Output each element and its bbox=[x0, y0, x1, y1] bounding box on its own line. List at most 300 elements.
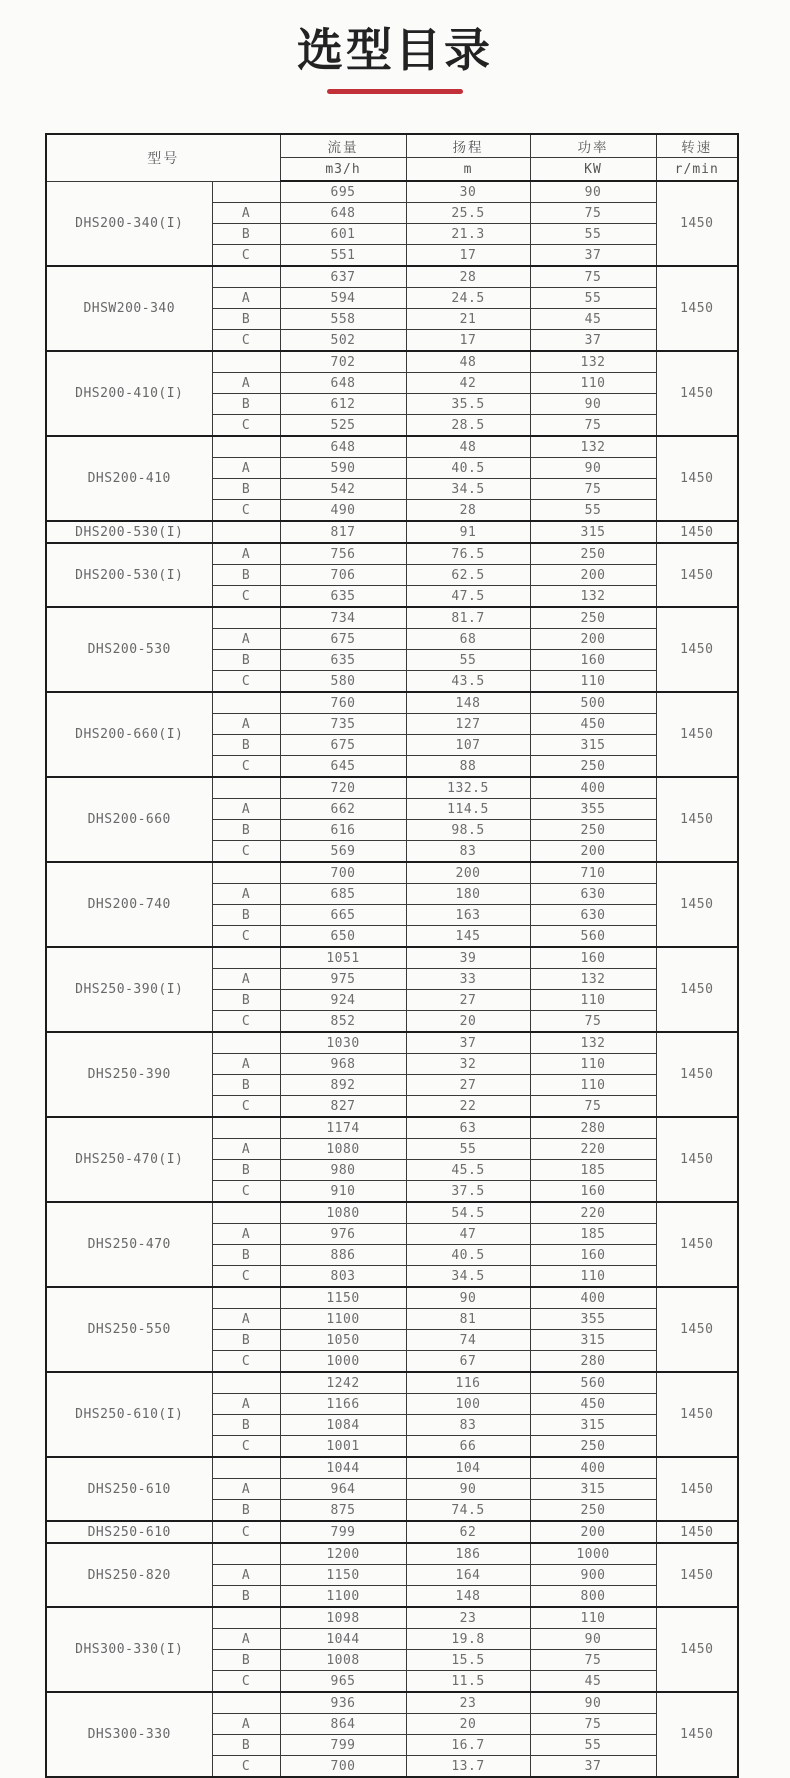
model-cell: DHS250-610 bbox=[46, 1521, 212, 1543]
power-value-cell: 200 bbox=[530, 565, 656, 586]
power-value-cell: 90 bbox=[530, 1629, 656, 1650]
variant-cell bbox=[212, 351, 280, 373]
model-cell: DHS250-550 bbox=[46, 1287, 212, 1372]
variant-cell: C bbox=[212, 1351, 280, 1373]
variant-cell: C bbox=[212, 756, 280, 778]
power-value-cell: 200 bbox=[530, 629, 656, 650]
flow-value-cell: 965 bbox=[280, 1671, 406, 1693]
variant-cell: C bbox=[212, 671, 280, 693]
variant-cell: C bbox=[212, 1521, 280, 1543]
flow-value-cell: 542 bbox=[280, 479, 406, 500]
variant-cell: A bbox=[212, 1394, 280, 1415]
head-value-cell: 48 bbox=[406, 351, 530, 373]
head-value-cell: 62 bbox=[406, 1521, 530, 1543]
flow-value-cell: 648 bbox=[280, 436, 406, 458]
power-value-cell: 800 bbox=[530, 1586, 656, 1608]
head-value-cell: 35.5 bbox=[406, 394, 530, 415]
variant-cell: B bbox=[212, 650, 280, 671]
table-row bbox=[46, 436, 738, 458]
power-value-cell: 400 bbox=[530, 1287, 656, 1309]
variant-cell bbox=[212, 1457, 280, 1479]
speed-cell: 1450 bbox=[656, 1032, 738, 1117]
table-row bbox=[46, 1607, 738, 1629]
head-value-cell: 16.7 bbox=[406, 1735, 530, 1756]
table-row bbox=[46, 1457, 738, 1479]
head-value-cell: 30 bbox=[406, 181, 530, 203]
flow-value-cell: 1000 bbox=[280, 1351, 406, 1373]
power-value-cell: 315 bbox=[530, 521, 656, 543]
power-value-cell: 90 bbox=[530, 458, 656, 479]
model-cell: DHS250-390 bbox=[46, 1032, 212, 1117]
power-value-cell: 75 bbox=[530, 1714, 656, 1735]
variant-cell bbox=[212, 1117, 280, 1139]
variant-cell: C bbox=[212, 586, 280, 608]
title-block bbox=[0, 0, 790, 94]
flow-value-cell: 700 bbox=[280, 1756, 406, 1778]
model-cell: DHS300-330 bbox=[46, 1692, 212, 1777]
speed-cell: 1450 bbox=[656, 862, 738, 947]
variant-cell: C bbox=[212, 245, 280, 267]
col-flow-unit: m3/h bbox=[280, 158, 406, 182]
power-value-cell: 220 bbox=[530, 1202, 656, 1224]
head-value-cell: 33 bbox=[406, 969, 530, 990]
head-value-cell: 90 bbox=[406, 1287, 530, 1309]
head-value-cell: 43.5 bbox=[406, 671, 530, 693]
speed-cell: 1450 bbox=[656, 1521, 738, 1543]
variant-cell: B bbox=[212, 1500, 280, 1522]
flow-value-cell: 635 bbox=[280, 650, 406, 671]
head-value-cell: 83 bbox=[406, 1415, 530, 1436]
power-value-cell: 185 bbox=[530, 1160, 656, 1181]
speed-cell: 1450 bbox=[656, 266, 738, 351]
speed-cell: 1450 bbox=[656, 1287, 738, 1372]
flow-value-cell: 1150 bbox=[280, 1565, 406, 1586]
flow-value-cell: 695 bbox=[280, 181, 406, 203]
selection-catalog-table bbox=[45, 133, 739, 1778]
variant-cell: A bbox=[212, 714, 280, 735]
power-value-cell: 110 bbox=[530, 1266, 656, 1288]
flow-value-cell: 756 bbox=[280, 543, 406, 565]
power-value-cell: 132 bbox=[530, 351, 656, 373]
power-value-cell: 90 bbox=[530, 394, 656, 415]
power-value-cell: 110 bbox=[530, 671, 656, 693]
table-row bbox=[46, 862, 738, 884]
head-value-cell: 63 bbox=[406, 1117, 530, 1139]
variant-cell bbox=[212, 1543, 280, 1565]
power-value-cell: 75 bbox=[530, 1096, 656, 1118]
model-cell: DHS250-820 bbox=[46, 1543, 212, 1607]
power-value-cell: 315 bbox=[530, 1479, 656, 1500]
speed-cell: 1450 bbox=[656, 1117, 738, 1202]
variant-cell: B bbox=[212, 735, 280, 756]
catalog-table-container bbox=[45, 133, 739, 1778]
variant-cell: B bbox=[212, 565, 280, 586]
power-value-cell: 45 bbox=[530, 309, 656, 330]
variant-cell: B bbox=[212, 1075, 280, 1096]
table-row bbox=[46, 1692, 738, 1714]
head-value-cell: 37 bbox=[406, 1032, 530, 1054]
head-value-cell: 25.5 bbox=[406, 203, 530, 224]
speed-cell: 1450 bbox=[656, 692, 738, 777]
head-value-cell: 13.7 bbox=[406, 1756, 530, 1778]
variant-cell: A bbox=[212, 1629, 280, 1650]
flow-value-cell: 720 bbox=[280, 777, 406, 799]
head-value-cell: 55 bbox=[406, 650, 530, 671]
table-row bbox=[46, 1032, 738, 1054]
head-value-cell: 100 bbox=[406, 1394, 530, 1415]
table-row bbox=[46, 947, 738, 969]
power-value-cell: 250 bbox=[530, 820, 656, 841]
speed-cell: 1450 bbox=[656, 351, 738, 436]
variant-cell: A bbox=[212, 799, 280, 820]
flow-value-cell: 976 bbox=[280, 1224, 406, 1245]
head-value-cell: 47.5 bbox=[406, 586, 530, 608]
flow-value-cell: 852 bbox=[280, 1011, 406, 1033]
power-value-cell: 250 bbox=[530, 607, 656, 629]
head-value-cell: 104 bbox=[406, 1457, 530, 1479]
model-cell: DHS200-660 bbox=[46, 777, 212, 862]
power-value-cell: 37 bbox=[530, 245, 656, 267]
head-value-cell: 55 bbox=[406, 1139, 530, 1160]
model-cell: DHS300-330(I) bbox=[46, 1607, 212, 1692]
power-value-cell: 250 bbox=[530, 756, 656, 778]
head-value-cell: 116 bbox=[406, 1372, 530, 1394]
power-value-cell: 75 bbox=[530, 266, 656, 288]
head-value-cell: 28 bbox=[406, 500, 530, 522]
power-value-cell: 132 bbox=[530, 436, 656, 458]
flow-value-cell: 1174 bbox=[280, 1117, 406, 1139]
flow-value-cell: 1150 bbox=[280, 1287, 406, 1309]
power-value-cell: 75 bbox=[530, 1650, 656, 1671]
variant-cell: C bbox=[212, 1436, 280, 1458]
head-value-cell: 107 bbox=[406, 735, 530, 756]
table-row bbox=[46, 1543, 738, 1565]
power-value-cell: 37 bbox=[530, 330, 656, 352]
model-cell: DHS200-530 bbox=[46, 607, 212, 692]
table-row bbox=[46, 521, 738, 543]
flow-value-cell: 827 bbox=[280, 1096, 406, 1118]
head-value-cell: 76.5 bbox=[406, 543, 530, 565]
variant-cell: B bbox=[212, 1586, 280, 1608]
head-value-cell: 114.5 bbox=[406, 799, 530, 820]
power-value-cell: 500 bbox=[530, 692, 656, 714]
speed-cell: 1450 bbox=[656, 1543, 738, 1607]
head-value-cell: 19.8 bbox=[406, 1629, 530, 1650]
model-cell: DHS250-470(I) bbox=[46, 1117, 212, 1202]
head-value-cell: 21.3 bbox=[406, 224, 530, 245]
variant-cell: B bbox=[212, 1160, 280, 1181]
model-cell: DHS250-470 bbox=[46, 1202, 212, 1287]
variant-cell bbox=[212, 607, 280, 629]
flow-value-cell: 590 bbox=[280, 458, 406, 479]
power-value-cell: 560 bbox=[530, 926, 656, 948]
speed-cell: 1450 bbox=[656, 543, 738, 607]
col-speed-unit: r/min bbox=[656, 158, 738, 182]
variant-cell: A bbox=[212, 543, 280, 565]
flow-value-cell: 1044 bbox=[280, 1629, 406, 1650]
variant-cell: C bbox=[212, 1266, 280, 1288]
head-value-cell: 45.5 bbox=[406, 1160, 530, 1181]
flow-value-cell: 1008 bbox=[280, 1650, 406, 1671]
power-value-cell: 132 bbox=[530, 1032, 656, 1054]
variant-cell: A bbox=[212, 288, 280, 309]
flow-value-cell: 975 bbox=[280, 969, 406, 990]
flow-value-cell: 685 bbox=[280, 884, 406, 905]
variant-cell: C bbox=[212, 1756, 280, 1778]
power-value-cell: 75 bbox=[530, 203, 656, 224]
speed-cell: 1450 bbox=[656, 777, 738, 862]
flow-value-cell: 706 bbox=[280, 565, 406, 586]
head-value-cell: 83 bbox=[406, 841, 530, 863]
head-value-cell: 20 bbox=[406, 1714, 530, 1735]
power-value-cell: 355 bbox=[530, 1309, 656, 1330]
head-value-cell: 132.5 bbox=[406, 777, 530, 799]
variant-cell: A bbox=[212, 629, 280, 650]
head-value-cell: 20 bbox=[406, 1011, 530, 1033]
power-value-cell: 315 bbox=[530, 1415, 656, 1436]
model-cell: DHS250-610 bbox=[46, 1457, 212, 1521]
flow-value-cell: 675 bbox=[280, 629, 406, 650]
flow-value-cell: 799 bbox=[280, 1521, 406, 1543]
power-value-cell: 250 bbox=[530, 543, 656, 565]
variant-cell: B bbox=[212, 820, 280, 841]
model-cell: DHS250-610(I) bbox=[46, 1372, 212, 1457]
col-power-unit: KW bbox=[530, 158, 656, 182]
variant-cell: C bbox=[212, 1011, 280, 1033]
head-value-cell: 28 bbox=[406, 266, 530, 288]
variant-cell: B bbox=[212, 1245, 280, 1266]
variant-cell: A bbox=[212, 203, 280, 224]
variant-cell bbox=[212, 1607, 280, 1629]
speed-cell: 1450 bbox=[656, 1607, 738, 1692]
flow-value-cell: 1080 bbox=[280, 1202, 406, 1224]
flow-value-cell: 675 bbox=[280, 735, 406, 756]
head-value-cell: 22 bbox=[406, 1096, 530, 1118]
power-value-cell: 110 bbox=[530, 1075, 656, 1096]
flow-value-cell: 803 bbox=[280, 1266, 406, 1288]
head-value-cell: 34.5 bbox=[406, 1266, 530, 1288]
table-row bbox=[46, 1287, 738, 1309]
flow-value-cell: 936 bbox=[280, 1692, 406, 1714]
flow-value-cell: 558 bbox=[280, 309, 406, 330]
variant-cell: B bbox=[212, 479, 280, 500]
model-cell: DHS250-390(I) bbox=[46, 947, 212, 1032]
flow-value-cell: 648 bbox=[280, 203, 406, 224]
power-value-cell: 110 bbox=[530, 1054, 656, 1075]
power-value-cell: 450 bbox=[530, 714, 656, 735]
variant-cell: A bbox=[212, 1054, 280, 1075]
col-flow: 流量 bbox=[280, 134, 406, 158]
variant-cell: B bbox=[212, 905, 280, 926]
table-row bbox=[46, 1372, 738, 1394]
col-model: 型号 bbox=[46, 134, 280, 181]
head-value-cell: 90 bbox=[406, 1479, 530, 1500]
variant-cell: B bbox=[212, 224, 280, 245]
head-value-cell: 47 bbox=[406, 1224, 530, 1245]
header-row-titles bbox=[46, 134, 738, 158]
head-value-cell: 27 bbox=[406, 1075, 530, 1096]
flow-value-cell: 612 bbox=[280, 394, 406, 415]
flow-value-cell: 616 bbox=[280, 820, 406, 841]
table-row bbox=[46, 181, 738, 203]
power-value-cell: 110 bbox=[530, 373, 656, 394]
flow-value-cell: 924 bbox=[280, 990, 406, 1011]
power-value-cell: 90 bbox=[530, 1692, 656, 1714]
flow-value-cell: 551 bbox=[280, 245, 406, 267]
model-cell: DHS200-410 bbox=[46, 436, 212, 521]
flow-value-cell: 1242 bbox=[280, 1372, 406, 1394]
variant-cell bbox=[212, 947, 280, 969]
power-value-cell: 160 bbox=[530, 1245, 656, 1266]
head-value-cell: 68 bbox=[406, 629, 530, 650]
power-value-cell: 132 bbox=[530, 586, 656, 608]
model-cell: DHS200-530(I) bbox=[46, 543, 212, 607]
power-value-cell: 55 bbox=[530, 224, 656, 245]
head-value-cell: 148 bbox=[406, 1586, 530, 1608]
flow-value-cell: 569 bbox=[280, 841, 406, 863]
flow-value-cell: 665 bbox=[280, 905, 406, 926]
variant-cell: B bbox=[212, 394, 280, 415]
power-value-cell: 280 bbox=[530, 1117, 656, 1139]
flow-value-cell: 490 bbox=[280, 500, 406, 522]
flow-value-cell: 864 bbox=[280, 1714, 406, 1735]
flow-value-cell: 1098 bbox=[280, 1607, 406, 1629]
variant-cell: A bbox=[212, 1714, 280, 1735]
power-value-cell: 630 bbox=[530, 905, 656, 926]
power-value-cell: 710 bbox=[530, 862, 656, 884]
variant-cell: B bbox=[212, 1415, 280, 1436]
power-value-cell: 75 bbox=[530, 1011, 656, 1033]
head-value-cell: 67 bbox=[406, 1351, 530, 1373]
variant-cell: A bbox=[212, 884, 280, 905]
speed-cell: 1450 bbox=[656, 1372, 738, 1457]
flow-value-cell: 910 bbox=[280, 1181, 406, 1203]
col-speed: 转速 bbox=[656, 134, 738, 158]
flow-value-cell: 662 bbox=[280, 799, 406, 820]
model-cell: DHS200-740 bbox=[46, 862, 212, 947]
power-value-cell: 450 bbox=[530, 1394, 656, 1415]
flow-value-cell: 734 bbox=[280, 607, 406, 629]
head-value-cell: 62.5 bbox=[406, 565, 530, 586]
power-value-cell: 400 bbox=[530, 1457, 656, 1479]
flow-value-cell: 735 bbox=[280, 714, 406, 735]
flow-value-cell: 525 bbox=[280, 415, 406, 437]
page-title: 选型目录 bbox=[297, 23, 493, 77]
head-value-cell: 180 bbox=[406, 884, 530, 905]
flow-value-cell: 980 bbox=[280, 1160, 406, 1181]
speed-cell: 1450 bbox=[656, 947, 738, 1032]
power-value-cell: 220 bbox=[530, 1139, 656, 1160]
col-power: 功率 bbox=[530, 134, 656, 158]
power-value-cell: 90 bbox=[530, 181, 656, 203]
flow-value-cell: 1030 bbox=[280, 1032, 406, 1054]
table-row bbox=[46, 543, 738, 565]
flow-value-cell: 635 bbox=[280, 586, 406, 608]
head-value-cell: 23 bbox=[406, 1692, 530, 1714]
speed-cell: 1450 bbox=[656, 607, 738, 692]
flow-value-cell: 645 bbox=[280, 756, 406, 778]
flow-value-cell: 580 bbox=[280, 671, 406, 693]
head-value-cell: 34.5 bbox=[406, 479, 530, 500]
variant-cell: C bbox=[212, 1671, 280, 1693]
variant-cell: B bbox=[212, 1735, 280, 1756]
variant-cell bbox=[212, 181, 280, 203]
flow-value-cell: 886 bbox=[280, 1245, 406, 1266]
table-row bbox=[46, 692, 738, 714]
variant-cell: C bbox=[212, 415, 280, 437]
head-value-cell: 39 bbox=[406, 947, 530, 969]
flow-value-cell: 1084 bbox=[280, 1415, 406, 1436]
table-row bbox=[46, 351, 738, 373]
head-value-cell: 27 bbox=[406, 990, 530, 1011]
table-row bbox=[46, 1117, 738, 1139]
variant-cell: C bbox=[212, 330, 280, 352]
power-value-cell: 75 bbox=[530, 479, 656, 500]
head-value-cell: 91 bbox=[406, 521, 530, 543]
power-value-cell: 560 bbox=[530, 1372, 656, 1394]
power-value-cell: 37 bbox=[530, 1756, 656, 1778]
col-head: 扬程 bbox=[406, 134, 530, 158]
variant-cell bbox=[212, 1372, 280, 1394]
flow-value-cell: 1200 bbox=[280, 1543, 406, 1565]
variant-cell: C bbox=[212, 926, 280, 948]
power-value-cell: 55 bbox=[530, 288, 656, 309]
head-value-cell: 40.5 bbox=[406, 458, 530, 479]
model-cell: DHSW200-340 bbox=[46, 266, 212, 351]
variant-cell: B bbox=[212, 309, 280, 330]
variant-cell: A bbox=[212, 373, 280, 394]
table-row bbox=[46, 266, 738, 288]
power-value-cell: 280 bbox=[530, 1351, 656, 1373]
power-value-cell: 250 bbox=[530, 1436, 656, 1458]
power-value-cell: 250 bbox=[530, 1500, 656, 1522]
variant-cell: A bbox=[212, 458, 280, 479]
col-head-unit: m bbox=[406, 158, 530, 182]
power-value-cell: 355 bbox=[530, 799, 656, 820]
flow-value-cell: 601 bbox=[280, 224, 406, 245]
head-value-cell: 32 bbox=[406, 1054, 530, 1075]
table-row bbox=[46, 777, 738, 799]
variant-cell bbox=[212, 1202, 280, 1224]
head-value-cell: 148 bbox=[406, 692, 530, 714]
power-value-cell: 75 bbox=[530, 415, 656, 437]
head-value-cell: 81.7 bbox=[406, 607, 530, 629]
power-value-cell: 900 bbox=[530, 1565, 656, 1586]
speed-cell: 1450 bbox=[656, 1202, 738, 1287]
flow-value-cell: 892 bbox=[280, 1075, 406, 1096]
catalog-table-body bbox=[46, 181, 738, 1777]
head-value-cell: 48 bbox=[406, 436, 530, 458]
flow-value-cell: 650 bbox=[280, 926, 406, 948]
variant-cell: B bbox=[212, 1330, 280, 1351]
variant-cell: C bbox=[212, 841, 280, 863]
variant-cell: A bbox=[212, 969, 280, 990]
variant-cell bbox=[212, 777, 280, 799]
speed-cell: 1450 bbox=[656, 181, 738, 266]
head-value-cell: 74.5 bbox=[406, 1500, 530, 1522]
variant-cell bbox=[212, 1287, 280, 1309]
power-value-cell: 315 bbox=[530, 735, 656, 756]
variant-cell bbox=[212, 1692, 280, 1714]
power-value-cell: 200 bbox=[530, 841, 656, 863]
variant-cell: B bbox=[212, 1650, 280, 1671]
flow-value-cell: 1050 bbox=[280, 1330, 406, 1351]
flow-value-cell: 700 bbox=[280, 862, 406, 884]
head-value-cell: 28.5 bbox=[406, 415, 530, 437]
model-cell: DHS200-530(I) bbox=[46, 521, 212, 543]
variant-cell: A bbox=[212, 1224, 280, 1245]
power-value-cell: 45 bbox=[530, 1671, 656, 1693]
